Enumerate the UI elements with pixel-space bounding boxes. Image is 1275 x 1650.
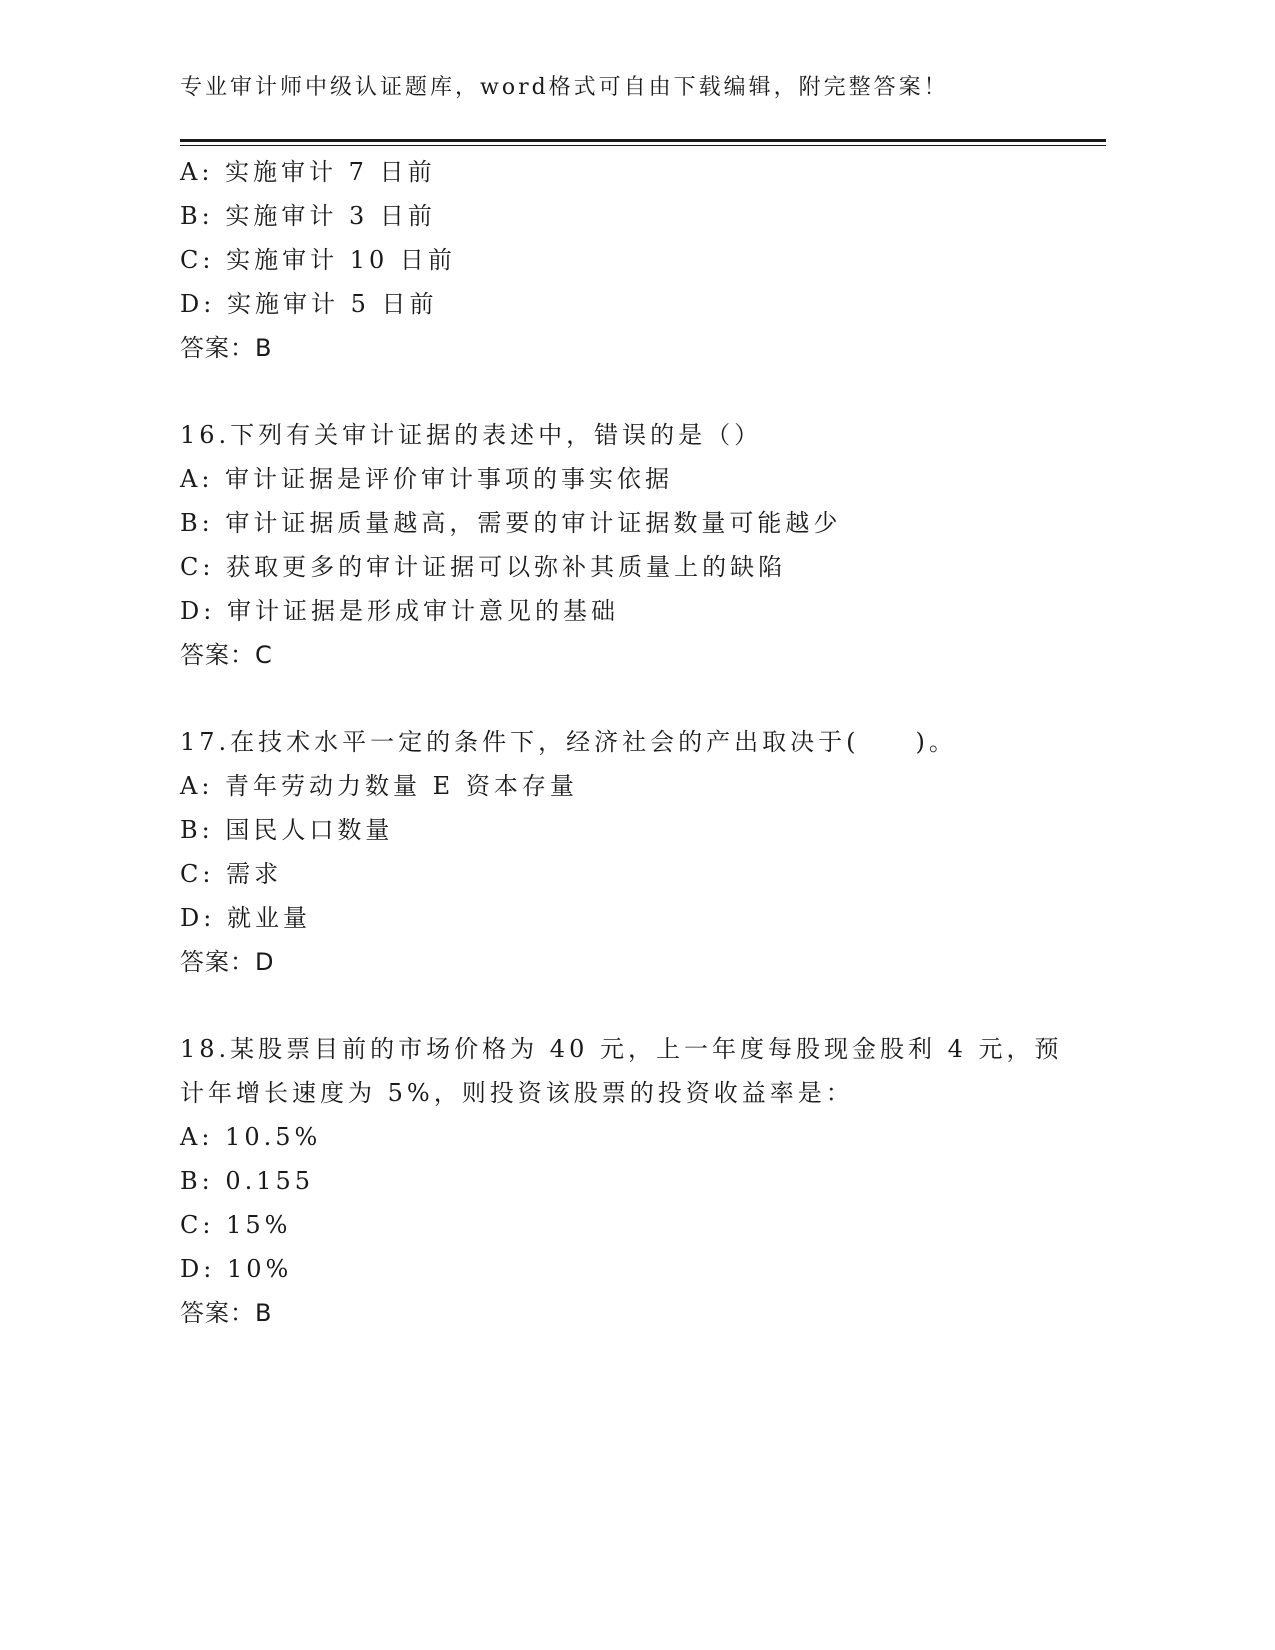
option-a: A: 实施审计 7 日前 bbox=[180, 158, 436, 186]
option-d: D: 就业量 bbox=[180, 904, 311, 932]
option-c: C: 15% bbox=[180, 1211, 292, 1239]
question-block-16 bbox=[180, 413, 1080, 677]
question-text-line-2: 计年增长速度为 5%，则投资该股票的投资收益率是： bbox=[180, 1079, 854, 1107]
option-c: C: 获取更多的审计证据可以弥补其质量上的缺陷 bbox=[180, 553, 787, 581]
page-header: 专业审计师中级认证题库，word格式可自由下载编辑，附完整答案！ bbox=[180, 75, 949, 100]
option-d: D: 10% bbox=[180, 1255, 293, 1283]
option-b: B: 国民人口数量 bbox=[180, 816, 394, 844]
answer: 答案：D bbox=[180, 948, 275, 976]
option-c: C: 需求 bbox=[180, 860, 283, 888]
option-d: D: 审计证据是形成审计意见的基础 bbox=[180, 597, 619, 625]
question-block-17 bbox=[180, 720, 1080, 984]
option-b: B: 审计证据质量越高，需要的审计证据数量可能越少 bbox=[180, 509, 842, 537]
option-b: B: 实施审计 3 日前 bbox=[180, 202, 436, 230]
option-a: A: 审计证据是评价审计事项的事实依据 bbox=[180, 465, 674, 493]
question-text: 17.在技术水平一定的条件下，经济社会的产出取决于( )。 bbox=[180, 728, 957, 756]
option-d: D: 实施审计 5 日前 bbox=[180, 290, 438, 318]
question-block-15 bbox=[180, 150, 1080, 370]
answer: 答案：B bbox=[180, 334, 273, 362]
answer: 答案：B bbox=[180, 1299, 273, 1327]
question-block-18 bbox=[180, 1027, 1080, 1335]
question-content bbox=[180, 150, 1080, 1335]
option-a: A: 10.5% bbox=[180, 1123, 322, 1151]
header-rule-thin bbox=[180, 145, 1106, 146]
option-b: B: 0.155 bbox=[180, 1167, 315, 1195]
question-text: 16.下列有关审计证据的表述中，错误的是（） bbox=[180, 421, 763, 449]
question-text-line-1: 18.某股票目前的市场价格为 40 元，上一年度每股现金股利 4 元，预 bbox=[180, 1035, 1063, 1063]
answer: 答案：C bbox=[180, 641, 273, 669]
header-rule-thick bbox=[180, 139, 1106, 142]
option-c: C: 实施审计 10 日前 bbox=[180, 246, 456, 274]
option-a: A: 青年劳动力数量 E 资本存量 bbox=[180, 772, 578, 800]
